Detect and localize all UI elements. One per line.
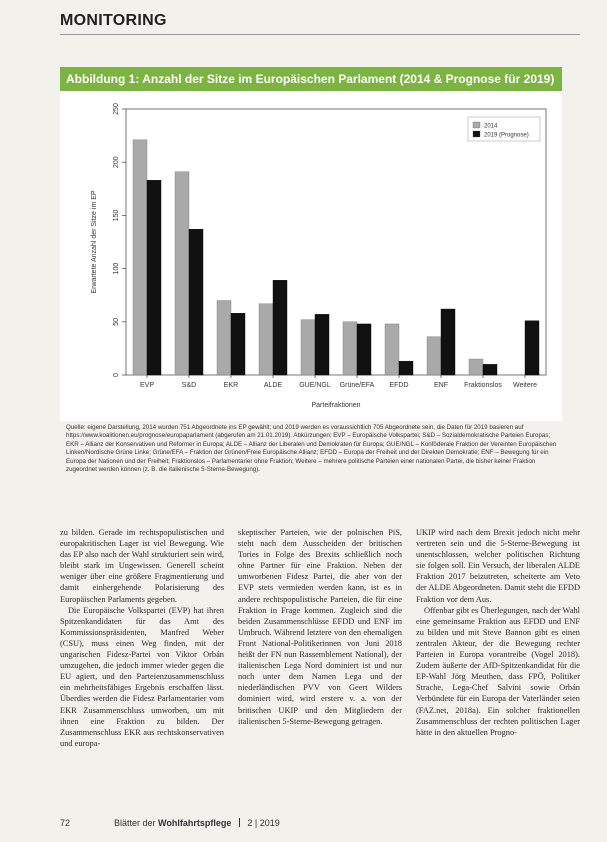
paragraph: Die Europäische Volkspartei (EVP) hat ihren Spitzenkandidaten für das Amt des Kommissionspräsidenten, Manfred Weber (CSU), muss einen Weg finden, mit der ungarischen Fidesz-Partei von Viktor Orbán umzugehen, die jedoch immer wieder gegen die EU agiert, und den Parteienzusammenschluss ein mehrheitsfähiges Ergebnis erschaffen lässt. Überdies werden die Fidesz Parlamentarier vom EKR Zusammenschluss umworben, um mit ihnen eine Fraktion zu bilden. Der Zusammenschluss EKR aus rechtskonservativen und europa- [60,605,224,748]
paragraph: UKIP wird nach dem Brexit jedoch nicht mehr vertreten sein und die 5-Sterne-Bewegung ist unentschlossen, welcher politischen Richtung sie folgen soll. Ein Versuch, der liberalen ALDE Fraktion 2017 beizutreten, scheiterte am Veto der ALDE Abgeordneten. Damit steht die EFDD Fraktion vor dem Aus. [416,528,580,604]
bar-2019 [399,361,413,375]
bar-2014 [343,322,357,375]
section-title: MONITORING [60,12,167,29]
issue: 2 | 2019 [247,818,280,828]
legend-label: 2014 [484,123,498,130]
bar-2019 [525,321,539,375]
x-tick-label: Fraktionslos [464,382,502,389]
figure-title: Abbildung 1: Anzahl der Sitze im Europäischen Parlament (2014 & Prognose für 2019) [60,67,562,91]
x-axis-label: Parteifraktionen [311,402,361,409]
paragraph: Offenbar gibt es Überlegungen, nach der Wahl eine gemeinsame Fraktion aus EFDD und ENF zu bilden und mit Steve Bannon gibt es einen zentralen Akteur, der die Bewegung rechter Parteien in Europa vorantreibe (Vogel 2018). Zudem äußerte der AfD-Spitzenkandidat für die EP-Wahl Jörg Meuthen, dass FPÖ, Politiker Strache, Lega-Chef Salvini sowie Orbán Verbündete für ein Europa der Vaterländer seien (FAZ.net, 2018a). Ein solcher fraktionellen Zusammenschluss der rechten politischen Lager hätte in den aktuellen Progno- [416,605,580,737]
bar-2014 [133,140,147,375]
y-tick-label: 50 [113,317,120,326]
paragraph: skeptischer Parteien, wie der polnischen PiS, steht nach dem Ausscheiden der britischen Tories in Folge des Brexits schließlich noch ohne Partner für eine Fraktion. Neben der umworbenen Fidesz Partei, die aber von der EVP stets vermieden werden kann, ist es in andere rechtspopulistische Parteien, die für eine Fraktion in Frage kommen. Zugleich sind die beiden Zusammenschlüsse EFDD und ENF im Umbruch. Während letztere von den ehemaligen Front National-Politikerinnen von Juni 2018 heißt der FN nun Rassemblement National), der italienischen Lega Nord dominiert ist und nur noch unter dem Namen Lega und der niederländischen PVV von Geert Wilders dominiert wird, wird erstere v. a. von der britischen UKIP und den Mitgliedern der italienischen 5-Sterne-Bewegung getragen. [238,528,402,726]
bar-2014 [385,324,399,375]
figure-caption: Quelle: eigene Darstellung, 2014 wurden 751 Abgeordnete ins EP gewählt; und 2019 werden es voraussichtlich 705 Abgeordnete sein, die Daten für 2019 basieren auf https://www.koalitionen.eu/prognose/europaparlament (abgerufen am 21.01.2019). Abkürzungen: EVP – Europäische Volkspartei; S&D – Sozialdemokratische Parteien Europas; EKR – Allianz der Konservativen und Reformer in Europa; ALDE – Allianz der Liberalen und Demokraten für Europa; GUE/NGL – Konföderale Fraktion der Vereinten Europäischen Linken/Nordische Grüne Linke; Grüne/EFA – Fraktion der Grünen/Freie Europäische Allianz; EFDD – Europa der Freiheit und der Direkten Demokratie; ENF – Bewegung für ein Europa der Nationen und der Freiheit; Fraktionslos – Parlamentarier ohne Fraktion; Weitere – mehrere politische Parteien einer nationalen Partei, die bisher keiner Fraktion zugeordnet werden können (z. B. die italienische 5-Sterne-Bewegung). [66,424,557,474]
bar-2019 [315,314,329,375]
x-tick-label: Weitere [513,382,537,389]
bar-chart [60,91,562,421]
bar-2019 [483,364,497,375]
bar-2019 [357,324,371,375]
legend-swatch [473,131,480,137]
paragraph: zu bilden. Gerade im rechtspopulistischen und europakritischen Lager ist viel Bewegung. Wie das EP also nach der Wahl strukturiert sein wird, bleibt stark im Ungewissen. Generell scheint weniger über eine größere Fragmentierung und damit einhergehende Polarisierung des Europäischen Parlaments gegeben. [60,528,224,604]
magazine-bold: Wohlfahrtspflege [158,818,232,828]
x-tick-label: Grüne/EFA [339,382,375,389]
section-header [60,12,580,35]
bar-2014 [427,337,441,375]
bar-2014 [469,359,483,375]
x-tick-label: S&D [181,382,197,389]
x-tick-label: EVP [139,382,155,389]
magazine-name [114,818,280,828]
bar-2014 [217,301,231,375]
figure [60,91,562,421]
legend-swatch [473,122,480,128]
page-number: 72 [60,818,71,828]
x-tick-label: EFDD [389,382,409,389]
text-column-3 [416,527,580,817]
magazine-prefix: Blätter der [114,818,156,828]
x-tick-label: ENF [434,382,448,389]
bar-2019 [441,309,455,375]
bar-2014 [175,172,189,375]
x-tick-label: EKR [223,382,239,389]
y-tick-label: 200 [113,156,120,169]
bar-2019 [147,180,161,375]
x-tick-label: GUE/NGL [299,382,331,389]
separator [239,818,240,827]
text-column-2 [238,527,402,817]
bar-2019 [189,229,203,375]
page-footer [60,818,580,834]
bar-2019 [273,280,287,375]
legend-label: 2019 (Prognose) [484,132,529,139]
y-tick-label: 150 [113,209,120,222]
y-tick-label: 100 [113,262,120,275]
y-axis-label: Erwartete Anzahl der Sitze im EP [91,190,98,294]
bar-2019 [231,313,245,375]
body-text [60,527,580,817]
x-tick-label: ALDE [263,382,283,389]
bar-2014 [259,304,273,375]
bar-2014 [301,320,315,375]
text-column-1 [60,527,224,817]
y-tick-label: 250 [113,103,120,115]
y-tick-label: 0 [113,373,120,377]
